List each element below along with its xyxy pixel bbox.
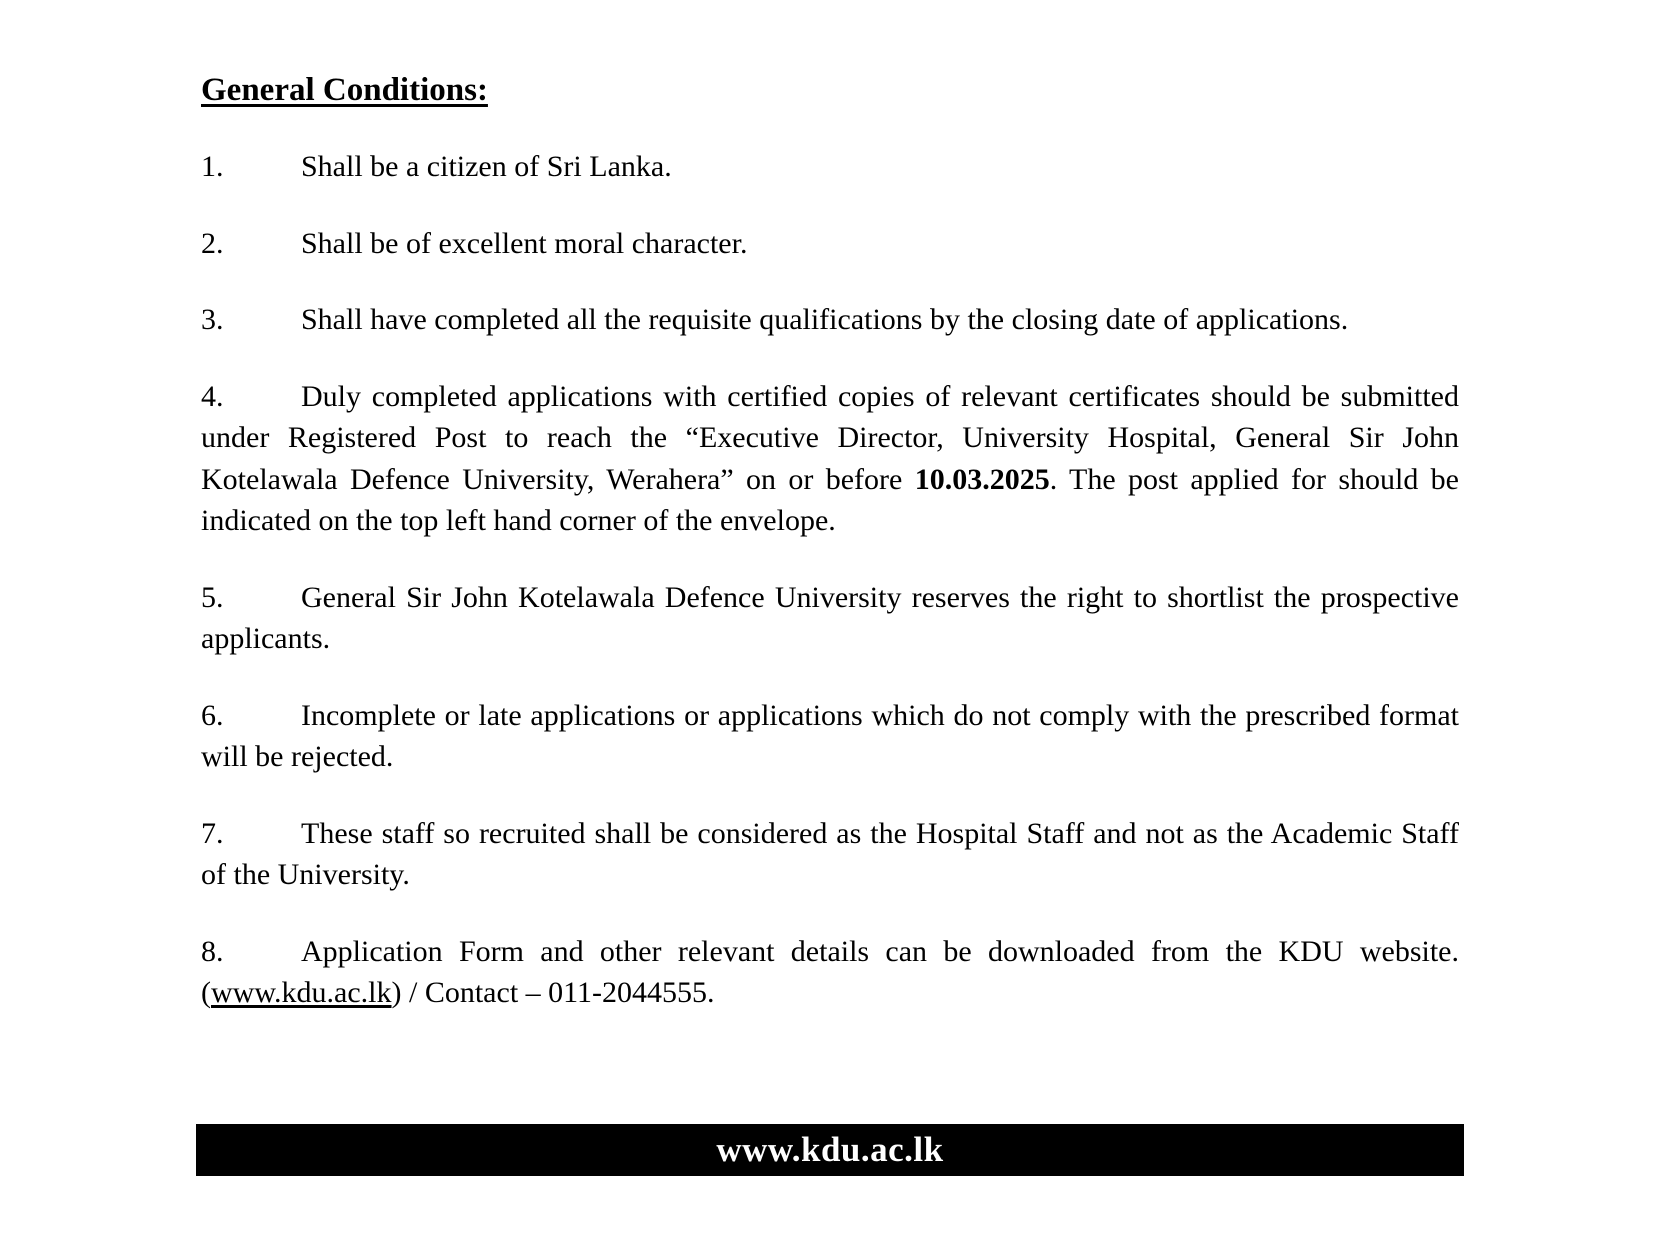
condition-item-8 <box>201 931 1459 1014</box>
condition-number: 1. <box>201 150 224 183</box>
condition-text: Shall be a citizen of Sri Lanka. <box>301 150 672 183</box>
condition-item-3 <box>201 299 1459 341</box>
condition-number: 2. <box>201 226 224 260</box>
website-link[interactable]: www.kdu.ac.lk <box>211 976 392 1009</box>
condition-text-continued: . The post applied for should be indicated on the top left hand corner of the envelope. <box>201 462 1459 537</box>
condition-number: 4. <box>201 379 224 413</box>
condition-text: Incomplete or late applications or applications which do not comply with the prescribed format will be rejected. <box>201 698 1459 773</box>
condition-number: 5. <box>201 580 224 614</box>
condition-text: Duly completed applications with certified copies of relevant certificates should be submitted under Registered Post to reach the “Executive Director, University Hospital, General Sir John Kotelawala Defence University, Werahera” on or before <box>201 379 1459 496</box>
condition-number: 6. <box>201 698 224 732</box>
condition-item-5 <box>201 577 1459 660</box>
condition-text-continued: ) / Contact – 011-2044555. <box>391 976 715 1009</box>
condition-text: Shall be of excellent moral character. <box>301 226 748 260</box>
condition-number: 7. <box>201 816 224 850</box>
condition-text: Shall have completed all the requisite qualifications by the closing date of applications. <box>301 303 1349 336</box>
condition-number: 8. <box>201 934 224 968</box>
condition-item-7 <box>201 813 1459 896</box>
footer-website: www.kdu.ac.lk <box>716 1130 944 1169</box>
condition-text: Application Form and other relevant details can be downloaded from the KDU website. ( <box>201 934 1459 1009</box>
condition-text: These staff so recruited shall be considered as the Hospital Staff and not as the Academic Staff of the University. <box>201 816 1459 891</box>
condition-item-2 <box>201 223 1459 265</box>
footer-bar <box>196 1124 1464 1176</box>
closing-date: 10.03.2025 <box>914 462 1050 496</box>
condition-item-1 <box>201 146 1459 188</box>
conditions-list <box>201 146 1459 1049</box>
section-heading: General Conditions: <box>201 72 488 108</box>
condition-item-4 <box>201 376 1459 542</box>
condition-text: General Sir John Kotelawala Defence University reserves the right to shortlist the prospective applicants. <box>201 580 1459 655</box>
condition-number: 3. <box>201 303 224 336</box>
condition-item-6 <box>201 695 1459 778</box>
